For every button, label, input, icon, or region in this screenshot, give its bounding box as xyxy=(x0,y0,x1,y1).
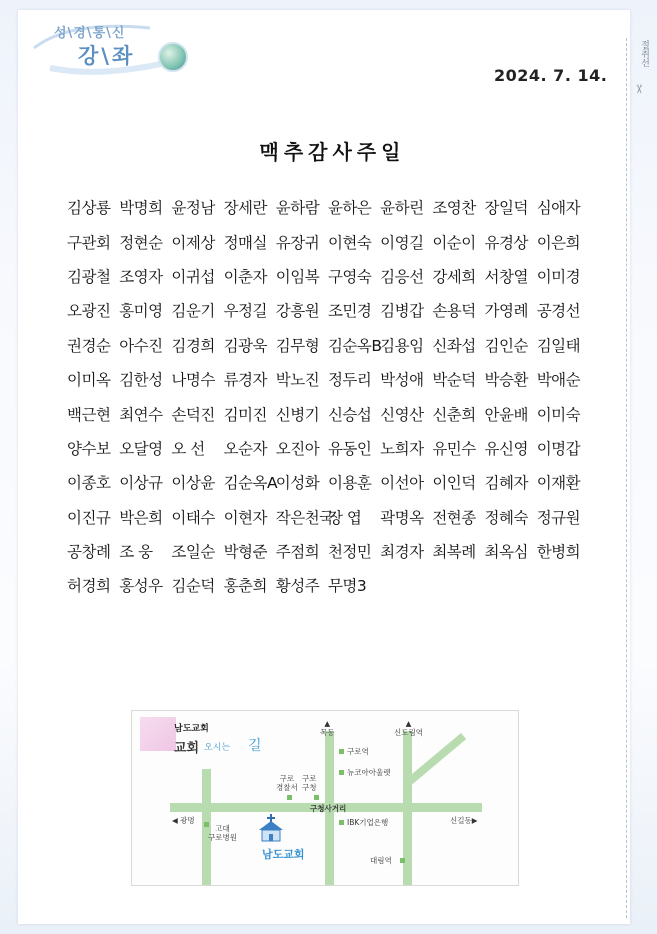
cut-line xyxy=(626,38,627,918)
donor-name: 박애순 xyxy=(536,371,581,390)
name-row xyxy=(67,328,612,362)
name-row xyxy=(67,293,612,327)
donor-name: 심애자 xyxy=(536,199,581,218)
donor-name: 조일순 xyxy=(171,543,215,562)
police-marker xyxy=(287,795,292,800)
guro-station-marker xyxy=(339,749,344,754)
logo-top-text: 성\경\통\신 xyxy=(54,26,126,41)
donor-name: 홍춘희 xyxy=(223,577,267,596)
donor-name: 공창례 xyxy=(67,543,111,562)
donor-name: 박순덕 xyxy=(432,371,476,390)
donor-name: 이인덕 xyxy=(432,474,476,493)
donor-name: 신영산 xyxy=(380,405,424,424)
donor-name: 이종호 xyxy=(67,474,111,493)
donor-name: 김일태 xyxy=(536,336,581,355)
donor-name: 한병희 xyxy=(536,543,581,562)
cut-line-label: 절취선 xyxy=(639,40,649,67)
donor-name: 작은천국 xyxy=(275,508,334,527)
donor-name: 오달영 xyxy=(119,439,163,458)
donor-name: 곽명옥 xyxy=(380,508,424,527)
map-decoration-icon xyxy=(140,717,176,751)
scissors-icon: ✂ xyxy=(632,83,647,95)
donor-name: 이귀섭 xyxy=(171,267,215,286)
donor-name: 신춘희 xyxy=(432,405,476,424)
donor-name: 이재환 xyxy=(536,474,581,493)
donor-name: 이제상 xyxy=(171,233,215,252)
donor-name: 김운기 xyxy=(171,302,215,321)
donor-name: 노희자 xyxy=(380,439,424,458)
donor-name: 서창열 xyxy=(484,267,528,286)
map-title-church: 교회 xyxy=(174,741,200,756)
donor-name: 황성주 xyxy=(275,577,320,596)
donor-name: 이상윤 xyxy=(171,474,215,493)
donor-name: 이춘자 xyxy=(223,267,267,286)
donor-name: 손용덕 xyxy=(432,302,476,321)
donor-name: 이명갑 xyxy=(536,439,581,458)
donor-name: 김한성 xyxy=(119,371,163,390)
donor-name: 김광욱 xyxy=(223,336,267,355)
donor-name: 손덕진 xyxy=(171,405,215,424)
office-marker xyxy=(314,795,319,800)
donor-name: 김경희 xyxy=(171,336,215,355)
donor-name: 김응선 xyxy=(380,267,424,286)
donor-name: 이용훈 xyxy=(327,474,372,493)
donor-name: 김병갑 xyxy=(380,302,424,321)
map-label-gwangmyeong: ◀ 광명 xyxy=(172,816,195,825)
donor-name: 이미숙 xyxy=(536,405,581,424)
name-row xyxy=(67,500,612,534)
donor-name: 김미진 xyxy=(223,405,267,424)
donor-name: 장일덕 xyxy=(484,199,528,218)
name-row xyxy=(67,362,612,396)
donor-name: 최복례 xyxy=(432,543,476,562)
donor-name: 조 웅 xyxy=(119,543,153,562)
donor-name: 이순이 xyxy=(432,233,476,252)
map-label-mokdong: ▲ 목동 xyxy=(320,719,335,737)
donor-name: 홍미영 xyxy=(119,302,163,321)
donor-name: 박형준 xyxy=(223,543,267,562)
donor-name: 이임복 xyxy=(275,267,320,286)
donor-name: 류경자 xyxy=(223,371,267,390)
donor-name: 전현종 xyxy=(432,508,476,527)
donor-name: 가영례 xyxy=(484,302,528,321)
map-label-hospital: 고대 구로병원 xyxy=(208,824,237,842)
donor-name: 주점희 xyxy=(275,543,320,562)
offering-names-list xyxy=(67,190,612,603)
name-row xyxy=(67,396,612,430)
map-label-newcore: 뉴코아아울렛 xyxy=(347,768,391,777)
donor-name: 정매실 xyxy=(223,233,267,252)
donor-name: 강세희 xyxy=(432,267,476,286)
donor-name: 구영숙 xyxy=(327,267,372,286)
donor-name: 이미경 xyxy=(536,267,581,286)
donor-name: 이성화 xyxy=(275,474,320,493)
donor-name: 이선아 xyxy=(380,474,424,493)
donor-name: 윤하은 xyxy=(327,199,372,218)
donor-name: 김순옥B xyxy=(327,336,382,355)
donor-name: 권경순 xyxy=(67,336,111,355)
name-row xyxy=(67,431,612,465)
map-label-office: 구로 구청 xyxy=(302,774,317,792)
map-label-church: 남도교회 xyxy=(262,848,305,861)
name-row xyxy=(67,190,612,224)
donor-name: 윤정남 xyxy=(171,199,215,218)
donor-name: 박명희 xyxy=(119,199,163,218)
donor-name: 박성애 xyxy=(380,371,424,390)
donor-name: 무명3 xyxy=(327,577,367,596)
donor-name: 김용임 xyxy=(380,336,424,355)
donor-name: 오순자 xyxy=(223,439,267,458)
map-title-gil: 길 xyxy=(248,738,262,754)
bulletin-date: 2024. 7. 14. xyxy=(494,66,608,85)
map-title-sub: 오시는 xyxy=(204,743,231,753)
donor-name: 김순덕 xyxy=(171,577,215,596)
road-diagonal xyxy=(407,733,466,784)
donor-name: 이현자 xyxy=(223,508,267,527)
bible-lecture-logo xyxy=(30,18,190,76)
donor-name: 조영찬 xyxy=(432,199,476,218)
donor-name: 유장귀 xyxy=(275,233,320,252)
donor-name: 정현순 xyxy=(119,233,163,252)
donor-name: 천정민 xyxy=(327,543,372,562)
ibk-marker xyxy=(339,820,344,825)
donor-name: 박노진 xyxy=(275,371,320,390)
donor-name: 구관회 xyxy=(67,233,111,252)
globe-icon xyxy=(158,42,188,72)
donor-name: 장 엽 xyxy=(327,508,362,527)
donor-name: 김혜자 xyxy=(484,474,528,493)
donor-name: 허경희 xyxy=(67,577,111,596)
donor-name: 이태수 xyxy=(171,508,215,527)
donor-name: 홍성우 xyxy=(119,577,163,596)
donor-name: 유신영 xyxy=(484,439,528,458)
donor-name: 유동인 xyxy=(327,439,372,458)
donor-name: 장세란 xyxy=(223,199,267,218)
name-row xyxy=(67,259,612,293)
donor-name: 이상규 xyxy=(119,474,163,493)
donor-name: 조영자 xyxy=(119,267,163,286)
map-label-daerim: 대림역 xyxy=(370,856,392,865)
donor-name: 공경선 xyxy=(536,302,581,321)
donor-name: 양수보 xyxy=(67,439,111,458)
donor-name: 최연수 xyxy=(119,405,163,424)
newcore-marker xyxy=(339,770,344,775)
map-label-police: 구로 경찰서 xyxy=(276,774,298,792)
donor-name: 오 선 xyxy=(171,439,205,458)
donor-name: 백근현 xyxy=(67,405,111,424)
map-church-small-name: 남도교회 xyxy=(174,724,209,734)
donor-name: 윤하린 xyxy=(380,199,424,218)
page-title: 맥추감사주일 xyxy=(259,140,406,164)
donor-name: 신승섭 xyxy=(327,405,372,424)
daerim-marker xyxy=(400,858,405,863)
donor-name: 김인순 xyxy=(484,336,528,355)
name-row xyxy=(67,534,612,568)
logo-bottom-text: 강\좌 xyxy=(78,44,136,68)
donor-name: 최경자 xyxy=(380,543,424,562)
donor-name: 유경상 xyxy=(484,233,528,252)
donor-name: 조민경 xyxy=(327,302,372,321)
name-row xyxy=(67,465,612,499)
donor-name: 윤하람 xyxy=(275,199,320,218)
map-label-sindorim: ▲ 신도림역 xyxy=(394,719,423,737)
donor-name: 이미옥 xyxy=(67,371,111,390)
church-building-icon xyxy=(256,814,292,842)
donor-name: 박승환 xyxy=(484,371,528,390)
map-label-ibk: IBK기업은행 xyxy=(347,818,389,827)
donor-name: 유민수 xyxy=(432,439,476,458)
donor-name: 나명수 xyxy=(171,371,215,390)
donor-name: 강흥원 xyxy=(275,302,320,321)
donor-name: 박은희 xyxy=(119,508,163,527)
name-row xyxy=(67,224,612,258)
map-label-intersection: 구청사거리 xyxy=(310,804,347,813)
donor-name: 이영길 xyxy=(380,233,424,252)
donor-name: 정규원 xyxy=(536,508,581,527)
donor-name: 김순옥A xyxy=(223,474,278,493)
donor-name: 신좌섭 xyxy=(432,336,476,355)
church-directions-map xyxy=(131,710,519,886)
map-label-guro-station: 구로역 xyxy=(347,747,369,756)
donor-name: 오진아 xyxy=(275,439,320,458)
donor-name: 김상룡 xyxy=(67,199,111,218)
donor-name: 정혜숙 xyxy=(484,508,528,527)
name-row xyxy=(67,568,612,602)
donor-name: 이진규 xyxy=(67,508,111,527)
donor-name: 정두리 xyxy=(327,371,372,390)
donor-name: 김광철 xyxy=(67,267,111,286)
donor-name: 김무형 xyxy=(275,336,320,355)
donor-name: 오광진 xyxy=(67,302,111,321)
donor-name: 이은희 xyxy=(536,233,581,252)
donor-name: 아수진 xyxy=(119,336,163,355)
donor-name: 안윤배 xyxy=(484,405,528,424)
donor-name: 우정길 xyxy=(223,302,267,321)
donor-name: 신병기 xyxy=(275,405,320,424)
donor-name: 이현숙 xyxy=(327,233,372,252)
map-label-singil: 신길동▶ xyxy=(450,816,478,825)
donor-name: 최옥심 xyxy=(484,543,528,562)
